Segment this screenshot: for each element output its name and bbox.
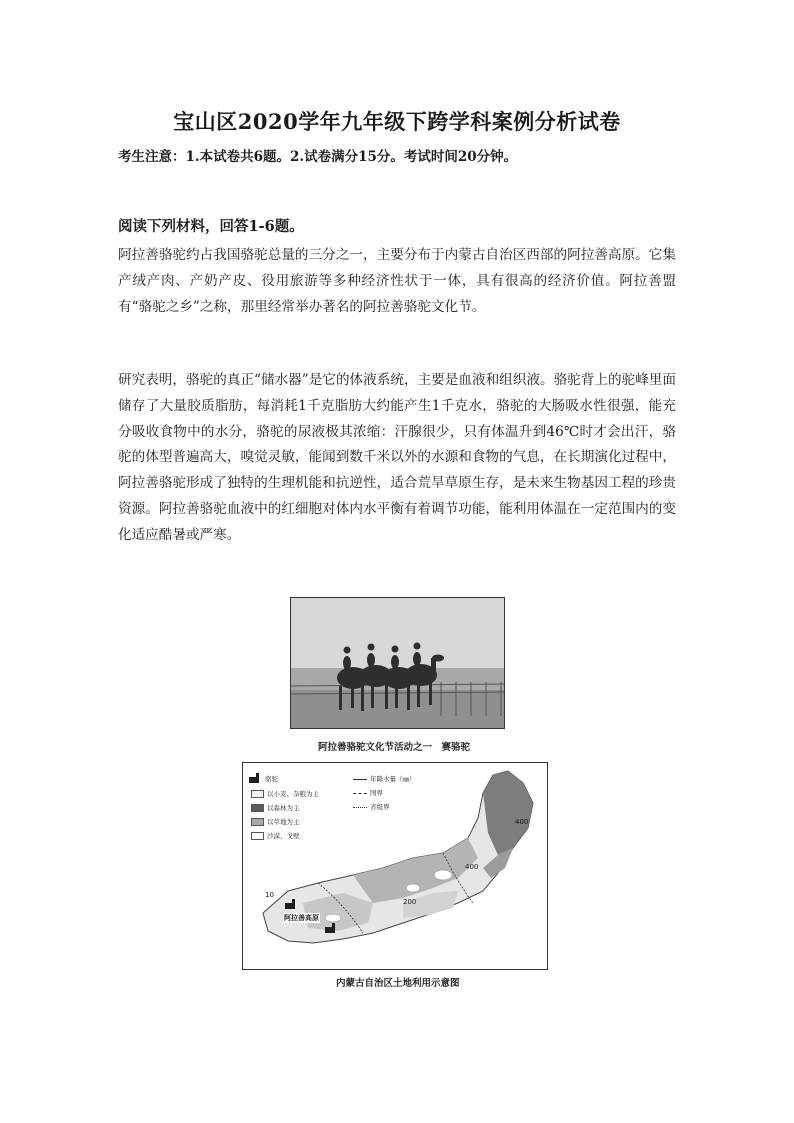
line-icon <box>353 779 367 780</box>
line-icon <box>353 807 367 808</box>
material-paragraph-2: 研究表明，骆驼的真正“储水器”是它的体液系统，主要是血液和组织液。骆驼背上的驼峰里面储存了大量胶质脂肪，每消耗1千克脂肪大约能产生1千克水，骆驼的大肠吸水性很强，能充分吸收食物中的水分，骆驼的尿液极其浓缩：汗腺很少，只有体温升到46℃时才会出汗，骆驼的体型普遍高大，嗅觉灵敏，能闻到数千米以外的水源和食物的气息，在长期演化过程中，阿拉善骆驼形成了独特的生理机能和抗逆性，适合荒旱草原生存，是未来生物基因工程的珍贵资源。阿拉善骆驼血液中的红细胞对体内水平衡有着调节功能，能利用体温在一定范围内的变化适应酷暑或严寒。 <box>118 372 676 543</box>
legend-forest <box>251 803 300 812</box>
photo-caption: 阿拉善骆驼文化节活动之一 赛骆驼 <box>318 742 471 753</box>
legend-pasture <box>251 817 300 826</box>
reading-instruction: 阅读下列材料，回答1-6题。 <box>118 218 304 235</box>
map-caption: 内蒙古自治区土地利用示意图 <box>336 978 460 989</box>
legend-national-border-label: 国界 <box>370 789 383 797</box>
legend-wheat-label: 以小麦、杂粮为主 <box>267 790 319 798</box>
legend-isohyet-label: 年降水量（㎜） <box>370 775 416 783</box>
isohyet-label: 200 <box>403 898 417 906</box>
material-paragraph-1: 阿拉善骆驼约占我国骆驼总量的三分之一，主要分布于内蒙古自治区西部的阿拉善高原。它集产绒产肉、产奶产皮、役用旅游等多种经济性状于一体，具有很高的经济价值。阿拉善盟有“骆驼之乡”之称，那里经常举办著名的阿拉善骆驼文化节。 <box>118 247 676 315</box>
legend-wheat <box>251 789 319 798</box>
legend-camel: 骆驼 <box>265 775 278 783</box>
swatch-icon <box>251 832 264 840</box>
legend-isohyet <box>353 774 416 783</box>
swatch-icon <box>251 818 264 826</box>
swatch-icon <box>251 804 264 812</box>
page-title: 宝山区2020学年九年级下跨学科案例分析试卷 <box>173 109 621 134</box>
legend-desert-label: 沙漠、戈壁 <box>267 832 300 840</box>
isohyet-label: 400 <box>515 818 529 826</box>
place-label: 阿拉善高原 <box>284 914 319 922</box>
legend-pasture-label: 以草地为主 <box>267 818 300 826</box>
legend-forest-label: 以森林为主 <box>267 804 300 812</box>
legend-national-border <box>353 788 383 797</box>
isohyet-label: 10 <box>265 891 274 899</box>
camel-race-photo <box>290 597 505 729</box>
exam-notice: 考生注意：1.本试卷共6题。2.试卷满分15分。考试时间20分钟。 <box>118 149 518 165</box>
legend-desert <box>251 831 300 840</box>
isohyet-label: 400 <box>465 863 479 871</box>
swatch-icon <box>251 790 264 798</box>
legend-province-border-label: 省级界 <box>370 803 390 811</box>
legend-province-border <box>353 802 390 811</box>
line-icon <box>353 793 367 794</box>
land-use-map <box>242 762 548 970</box>
